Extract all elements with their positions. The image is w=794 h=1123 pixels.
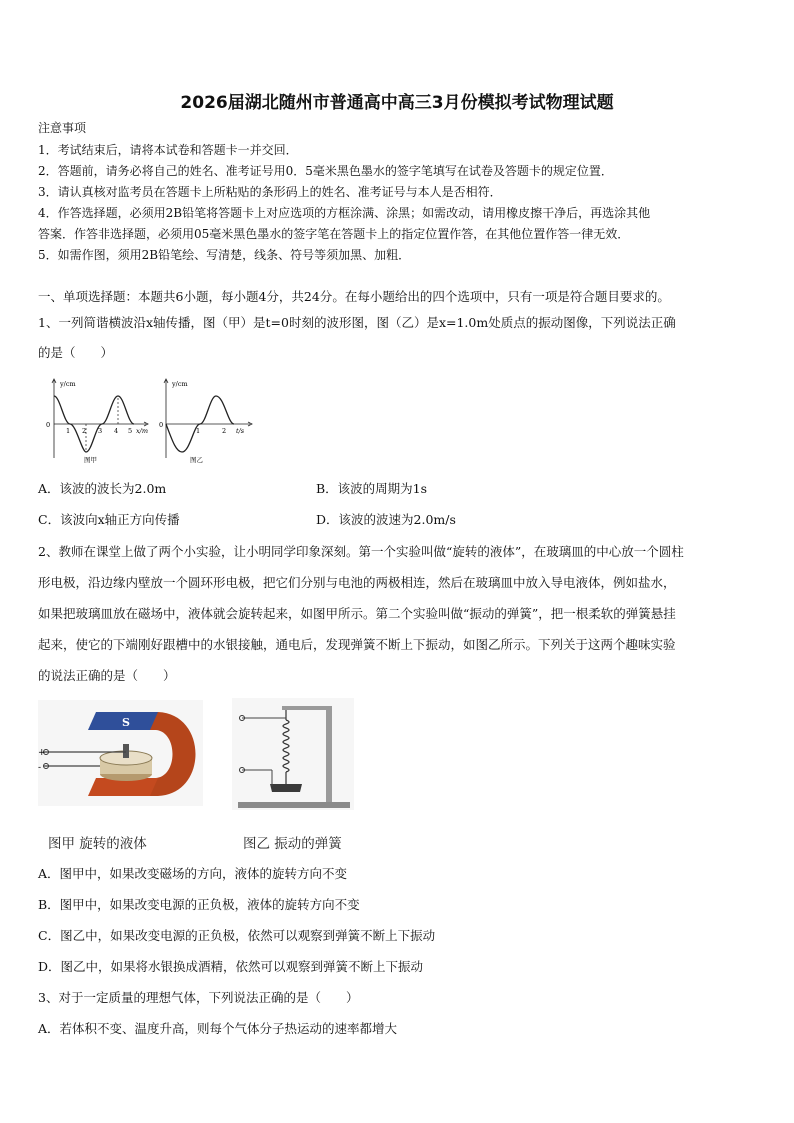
q2-option-a: A．图甲中，如果改变磁场的方向，液体的旋转方向不变	[38, 866, 348, 881]
notice-item: 3．请认真核对监考员在答题卡上所粘贴的条形码上的姓名、准考证号与本人是否相符．	[38, 185, 502, 199]
tick-label: 1	[196, 427, 201, 435]
q1-figure-a	[40, 376, 150, 466]
center-electrode	[123, 744, 129, 758]
figure-caption: 图乙	[190, 456, 203, 464]
figure-background	[232, 698, 354, 810]
plus-label: +	[38, 748, 46, 758]
q2-stem: 2、教师在课堂上做了两个小实验，让小明同学印象深刻。第一个实验叫做“旋转的液体”，在玻璃皿的中心放一个圆柱	[38, 544, 684, 559]
q2-figure-a	[38, 700, 203, 806]
vibration-graph	[158, 376, 258, 466]
q2-stem: 起来，使它的下端刚好跟槽中的水银接触，通电后，发现弹簧不断上下振动，如图乙所示。下列关于这两个趣味实验	[38, 637, 676, 652]
q1-option-c: C．该波向x轴正方向传播	[38, 512, 180, 527]
tick-label: 3	[98, 427, 103, 435]
q1-stem: 1、一列简谐横波沿x轴传播，图（甲）是t=0时刻的波形图，图（乙）是x=1.0m处质点的振动图像，下列说法正确	[38, 315, 676, 330]
q3-option-a: A．若体积不变、温度升高，则每个气体分子热运动的速率都增大	[38, 1021, 398, 1036]
q2-figure-b	[232, 698, 354, 810]
figure-caption: 图甲	[84, 456, 97, 464]
tick-label: 1	[66, 427, 71, 435]
notice-item: 4．作答选择题，必须用2B铅笔将答题卡上对应选项的方框涂满、涂黑；如需改动，请用橡皮擦干净后，再选涂其他	[38, 206, 651, 220]
q1-option-a: A．该波的波长为2.0m	[38, 481, 167, 496]
notice-item: 答案．作答非选择题，必须用05毫米黑色墨水的签字笔在答题卡上的指定位置作答，在其他位置作答一律无效．	[38, 227, 630, 241]
tick-label: 2	[82, 427, 87, 435]
stand-base	[238, 802, 350, 808]
q1-option-d: D．该波的波速为2.0m/s	[316, 512, 456, 527]
q2-stem: 形电极，沿边缘内壁放一个圆环形电极，把它们分别与电池的两极相连，然后在玻璃皿中放入导电液体，例如盐水，	[38, 575, 676, 590]
q2-option-d: D．图乙中，如果将水银换成酒精，依然可以观察到弹簧不断上下振动	[38, 959, 424, 974]
rotating-liquid-illustration	[38, 700, 203, 806]
q1-stem: 的是（ ）	[38, 345, 114, 360]
x-axis-label: x/m	[136, 427, 149, 435]
q2-figure-b-caption: 图乙 振动的弹簧	[243, 836, 342, 852]
magnet-pole-label: S	[122, 716, 130, 729]
exam-title: 2026届湖北随州市普通高中高三3月份模拟考试物理试题	[180, 93, 614, 113]
tick-label: 4	[114, 427, 119, 435]
notice-item: 2．答题前，请务必将自己的姓名、准考证号用0．5毫米黑色墨水的签字笔填写在试卷及答题卡的规定位置．	[38, 164, 613, 178]
q2-stem: 的说法正确的是（ ）	[38, 668, 176, 683]
origin-label: 0	[46, 421, 51, 429]
minus-label: -	[38, 763, 42, 773]
q1-option-b: B．该波的周期为1s	[316, 481, 428, 496]
stand-arm	[282, 706, 332, 710]
tick-label: 5	[128, 427, 133, 435]
wave-graph	[40, 376, 150, 466]
tick-label: 2	[222, 427, 227, 435]
section-heading: 一、单项选择题：本题共6小题，每小题4分，共24分。在每小题给出的四个选项中，只有一项是符合题目要求的。	[38, 289, 670, 304]
stand-pole	[326, 706, 332, 802]
t-axis-label: t/s	[236, 427, 245, 435]
notice-heading: 注意事项	[38, 121, 87, 135]
vibrating-spring-illustration	[232, 698, 354, 810]
y-axis-label: y/cm	[60, 380, 76, 388]
notice-item: 5．如需作图，须用2B铅笔绘、写清楚，线条、符号等须加黑、加粗．	[38, 248, 411, 262]
notice-item: 1．考试结束后，请将本试卷和答题卡一并交回．	[38, 143, 298, 157]
origin-label: 0	[159, 421, 164, 429]
q2-stem: 如果把玻璃皿放在磁场中，液体就会旋转起来，如图甲所示。第二个实验叫做“振动的弹簧”，把一根柔软的弹簧悬挂	[38, 606, 676, 621]
q2-option-b: B．图甲中，如果改变电源的正负极，液体的旋转方向不变	[38, 897, 360, 912]
mercury-trough	[270, 784, 302, 792]
q2-figure-a-caption: 图甲 旋转的液体	[48, 836, 147, 852]
q1-figure-b	[158, 376, 258, 466]
q2-option-c: C．图乙中，如果改变电源的正负极，依然可以观察到弹簧不断上下振动	[38, 928, 436, 943]
q3-stem: 3、对于一定质量的理想气体，下列说法正确的是（ ）	[38, 990, 359, 1005]
y-axis-label: y/cm	[172, 380, 188, 388]
